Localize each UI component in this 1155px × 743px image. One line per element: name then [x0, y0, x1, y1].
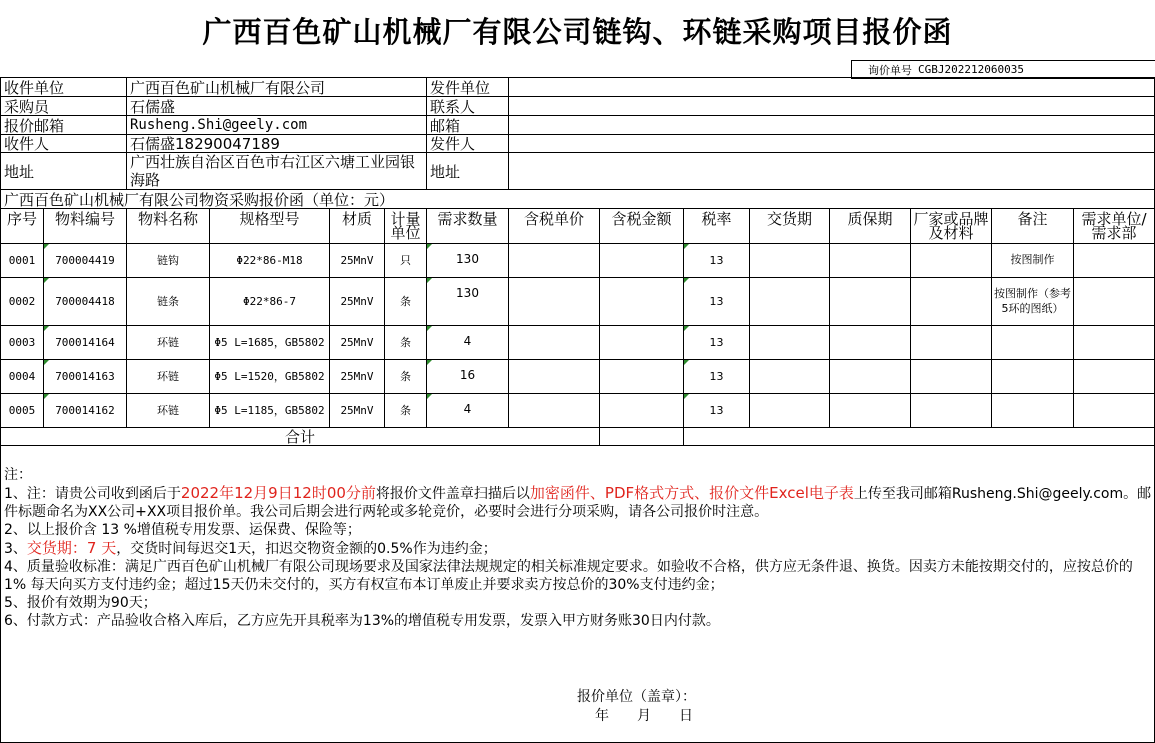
spec: Φ5 L=1185，GB5802 [210, 394, 330, 428]
tax-rate: 13 [684, 394, 750, 428]
col-header: 物料名称 [127, 209, 210, 244]
warranty[interactable] [830, 278, 911, 326]
brand[interactable] [911, 394, 992, 428]
col-header: 厂家或品牌及材料 [911, 209, 992, 244]
col-header: 含税单价 [509, 209, 600, 244]
delivery[interactable] [750, 326, 830, 360]
receiver-unit-label: 收件单位 [1, 78, 127, 97]
error-flag-icon [684, 360, 689, 365]
total-label: 合计 [1, 428, 600, 446]
buyer-value[interactable]: 石儒盛 [127, 97, 427, 116]
remark: 按图制作 [992, 244, 1074, 278]
material: 25MnV [330, 326, 385, 360]
col-header: 含税金额 [600, 209, 684, 244]
note-1-text-a: 1、注：请贵公司收到函后于 [4, 486, 181, 502]
warranty[interactable] [830, 394, 911, 428]
sender-unit-label: 发件单位 [427, 78, 509, 97]
col-header: 交货期 [750, 209, 830, 244]
material-name: 环链 [127, 360, 210, 394]
sender-label: 发件人 [427, 135, 509, 153]
row-no: 0002 [1, 278, 44, 326]
material-name: 链条 [127, 278, 210, 326]
tax-rate: 13 [684, 360, 750, 394]
error-flag-icon [684, 326, 689, 331]
note-5: 5、报价有效期为90天； [4, 595, 157, 611]
error-flag-icon [684, 394, 689, 399]
signature-unit: 报价单位（盖章）： [577, 689, 696, 705]
material-code: 700004418 [44, 278, 127, 326]
brand[interactable] [911, 278, 992, 326]
signature-block [577, 688, 696, 726]
amount[interactable] [600, 394, 684, 428]
dept[interactable] [1074, 394, 1155, 428]
error-flag-icon [44, 326, 49, 331]
page-title: 广西百色矿山机械厂有限公司链钩、环链采购项目报价函 [202, 14, 953, 49]
material-name: 链钩 [127, 244, 210, 278]
note-1-text-b: 将报价文件盖章扫描后以 [375, 486, 530, 502]
note-1 [4, 484, 1154, 521]
email-label: 报价邮箱 [1, 116, 127, 135]
brand[interactable] [911, 244, 992, 278]
address2-label: 地址 [427, 153, 509, 190]
unit-price[interactable] [509, 244, 600, 278]
delivery[interactable] [750, 394, 830, 428]
quantity: 130 [427, 278, 509, 326]
material: 25MnV [330, 394, 385, 428]
error-flag-icon [44, 360, 49, 365]
warranty[interactable] [830, 360, 911, 394]
col-header: 需求数量 [427, 209, 509, 244]
row-no: 0004 [1, 360, 44, 394]
material: 25MnV [330, 360, 385, 394]
amount[interactable] [600, 360, 684, 394]
email-value[interactable]: Rusheng.Shi@geely.com [127, 116, 427, 135]
delivery[interactable] [750, 244, 830, 278]
note-6: 6、付款方式：产品验收合格入库后，乙方应先开具税率为13%的增值税专用发票，发票入甲方财务账30日内付款。 [4, 613, 720, 629]
note-1-text-c: 上传至我司邮箱Rusheng.Shi@geely.com。邮件标题命名为XX公司+XX项目报价单。我公司后期会进行两轮或多轮竞价，必要时会进行分项采购，请各公司报价时注意。 [4, 486, 1152, 520]
note-4: 4、质量验收标准：满足广西百色矿山机械厂有限公司现场要求及国家法律法规规定的相关标准规定要求。如验收不合格，供方应无条件退、换货。因卖方未能按期交付的，应按总价的1% 每天向买方支付违约金；超过15天仍未交付的，买方有权宣布本订单废止并要求卖方按总价的30%支付违约金； [4, 559, 1133, 593]
address-label: 地址 [1, 153, 127, 190]
remark [992, 360, 1074, 394]
dept[interactable] [1074, 278, 1155, 326]
quantity: 130 [427, 244, 509, 278]
unit-price[interactable] [509, 326, 600, 360]
material: 25MnV [330, 244, 385, 278]
unit-price[interactable] [509, 360, 600, 394]
brand[interactable] [911, 326, 992, 360]
unit: 条 [385, 278, 427, 326]
note-3-delivery: 交货期：7 天 [26, 539, 117, 557]
error-flag-icon [684, 244, 689, 249]
error-flag-icon [427, 394, 432, 399]
error-flag-icon [427, 244, 432, 249]
note-3 [4, 539, 1154, 558]
unit-price[interactable] [509, 394, 600, 428]
sender-unit-value[interactable] [509, 78, 1155, 97]
remark [992, 326, 1074, 360]
unit: 条 [385, 326, 427, 360]
col-header: 税率 [684, 209, 750, 244]
contact-value[interactable] [509, 97, 1155, 116]
recipient-value[interactable]: 石儒盛18290047189 [127, 135, 427, 153]
total-rest [684, 428, 1155, 446]
note-2: 2、以上报价含 13 %增值税专用发票、运保费、保险等； [4, 522, 361, 538]
spec: Φ5 L=1520，GB5802 [210, 360, 330, 394]
material-code: 700014163 [44, 360, 127, 394]
col-header: 备注 [992, 209, 1074, 244]
error-flag-icon [684, 278, 689, 283]
dept[interactable] [1074, 326, 1155, 360]
col-header: 序号 [1, 209, 44, 244]
col-header: 物料编号 [44, 209, 127, 244]
notes-heading: 注： [4, 467, 32, 483]
tax-rate: 13 [684, 278, 750, 326]
note-1-deadline: 2022年12月9日12时00分前 [180, 484, 376, 502]
error-flag-icon [427, 360, 432, 365]
material-code: 700014162 [44, 394, 127, 428]
contact-label: 联系人 [427, 97, 509, 116]
inquiry-value[interactable]: CGBJ202212060035 [918, 63, 1024, 76]
sender-value[interactable] [509, 135, 1155, 153]
material: 25MnV [330, 278, 385, 326]
quantity: 4 [427, 394, 509, 428]
buyer-label: 采购员 [1, 97, 127, 116]
row-no: 0001 [1, 244, 44, 278]
inquiry-label: 询价单号 [868, 63, 912, 77]
mailbox-value[interactable] [509, 116, 1155, 135]
unit: 条 [385, 394, 427, 428]
warranty[interactable] [830, 326, 911, 360]
recipient-label: 收件人 [1, 135, 127, 153]
note-1-format: 加密函件、PDF格式方式、报价文件Excel电子表 [529, 484, 854, 502]
tax-rate: 13 [684, 244, 750, 278]
col-header: 需求单位/需求部 [1074, 209, 1155, 244]
unit-price[interactable] [509, 278, 600, 326]
row-no: 0005 [1, 394, 44, 428]
col-header: 材质 [330, 209, 385, 244]
spec: Φ5 L=1685，GB5802 [210, 326, 330, 360]
unit: 只 [385, 244, 427, 278]
delivery[interactable] [750, 278, 830, 326]
remark: 按图制作（参考5环的图纸） [992, 278, 1074, 326]
error-flag-icon [44, 244, 49, 249]
spec: Φ22*86-M18 [210, 244, 330, 278]
receiver-unit-value[interactable]: 广西百色矿山机械厂有限公司 [127, 78, 427, 97]
error-flag-icon [427, 326, 432, 331]
row-no: 0003 [1, 326, 44, 360]
material-name: 环链 [127, 394, 210, 428]
address2-value[interactable] [509, 153, 1155, 190]
error-flag-icon [427, 278, 432, 283]
tax-rate: 13 [684, 326, 750, 360]
address-value[interactable]: 广西壮族自治区百色市右江区六塘工业园银海路 [127, 153, 427, 190]
dept[interactable] [1074, 360, 1155, 394]
delivery[interactable] [750, 360, 830, 394]
col-header: 规格型号 [210, 209, 330, 244]
amount[interactable] [600, 244, 684, 278]
signature-date: 年 月 日 [595, 708, 693, 724]
quantity: 16 [427, 360, 509, 394]
material-code: 700014164 [44, 326, 127, 360]
note-3-prefix: 3、 [4, 541, 27, 557]
material-name: 环链 [127, 326, 210, 360]
note-3-text: ，交货时间每迟交1天，扣迟交物资金额的0.5%作为违约金； [116, 541, 497, 557]
col-header: 计量单位 [385, 209, 427, 244]
error-flag-icon [44, 394, 49, 399]
brand[interactable] [911, 360, 992, 394]
unit: 条 [385, 360, 427, 394]
notes [4, 466, 1154, 630]
remark [992, 394, 1074, 428]
total-amount[interactable] [600, 428, 684, 446]
col-header: 质保期 [830, 209, 911, 244]
section-title: 广西百色矿山机械厂有限公司物资采购报价函（单位：元） [1, 190, 1155, 209]
material-code: 700004419 [44, 244, 127, 278]
amount[interactable] [600, 278, 684, 326]
warranty[interactable] [830, 244, 911, 278]
quantity: 4 [427, 326, 509, 360]
amount[interactable] [600, 326, 684, 360]
dept[interactable] [1074, 244, 1155, 278]
spec: Φ22*86-7 [210, 278, 330, 326]
mailbox-label: 邮箱 [427, 116, 509, 135]
error-flag-icon [44, 278, 49, 283]
